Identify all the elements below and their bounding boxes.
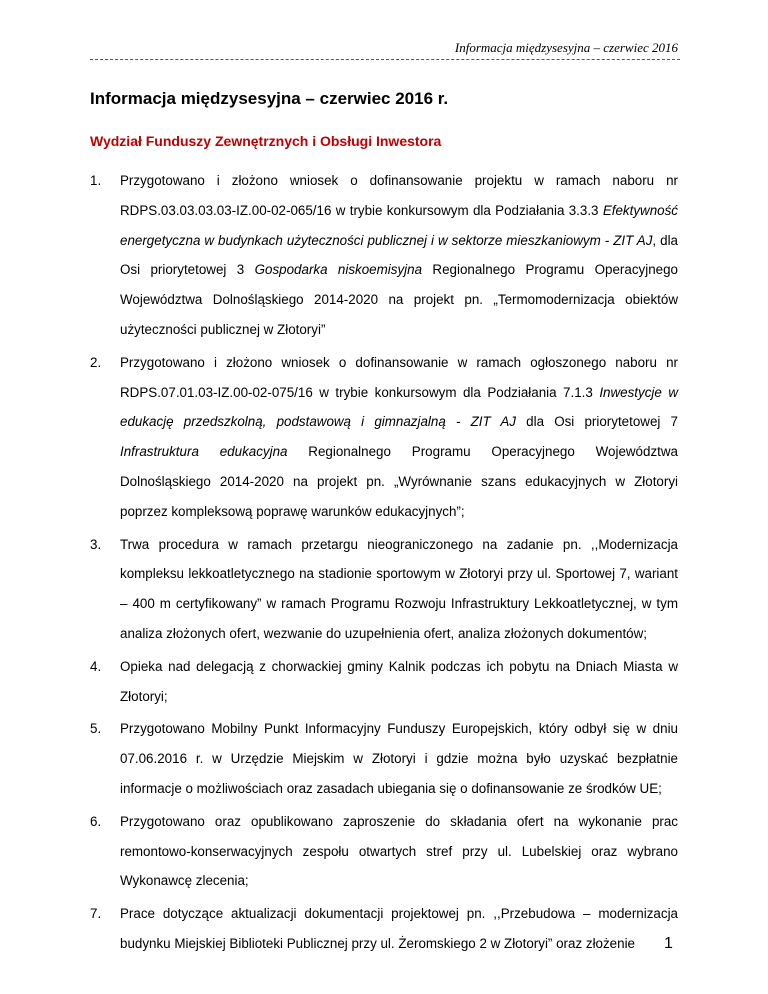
item-text: Trwa procedura w ramach przetargu nieograniczonego na zadanie pn. ,,Modernizacja kompleksu lekkoatletycznego na stadionie sportowym w Złotoryi przy ul. Sportowej 7, wariant – 400 m certyfikowany” w ramach Programu Rozwoju Infrastruktury Lekkoatletycznej, w tym analiza złożonych ofert, wezwanie do uzupełnienia ofert, analiza złożonych dokumentów; <box>120 536 678 641</box>
list-item <box>90 899 678 959</box>
header-divider <box>90 59 680 60</box>
item-text: Regionalnego Programu Operacyjnego Województwa Dolnośląskiego 2014-2020 na projekt pn. „Wyrównanie szans edukacyjnych w Złotoryi poprzez kompleksową poprawę warunków edukacyjnych”; <box>120 444 678 519</box>
list-item <box>90 807 678 896</box>
list-item <box>90 348 678 527</box>
item-text-italic: Gospodarka niskoemisyjna <box>254 262 423 278</box>
item-text: Przygotowano oraz opublikowano zaproszenie do składania ofert na wykonanie prac remontowo-konserwacyjnych zespołu otwartych stref przy ul. Lubelskiej oraz wybrano Wykonawcę zlecenia; <box>120 813 678 889</box>
item-number: 5. <box>90 721 102 737</box>
item-text: , dla Osi priorytetowej 3 <box>120 232 679 278</box>
activity-list <box>90 166 678 962</box>
item-number: 4. <box>90 658 102 674</box>
item-number: 6. <box>90 813 102 829</box>
item-number: 2. <box>90 354 102 370</box>
item-text: Przygotowano i złożono wniosek o dofinansowanie w ramach ogłoszonego naboru nr RDPS.07.01.03-IZ.00-02-075/16 w trybie konkursowym dla Podziałania 7.1.3 <box>120 354 678 400</box>
list-item <box>90 652 678 712</box>
item-text-italic: Inwestycje w edukację przedszkolną, podstawową i gimnazjalną - ZIT AJ <box>120 384 678 430</box>
item-number: 3. <box>90 536 102 552</box>
item-number: 7. <box>90 906 102 922</box>
page-number: 1 <box>664 935 673 952</box>
list-item <box>90 714 678 803</box>
document-title: Informacja międzysesyjna – czerwiec 2016 r. <box>90 89 449 108</box>
item-text: Przygotowano i złożono wniosek o dofinansowanie projektu w ramach naboru nr RDPS.03.03.03.03-IZ.00-02-065/16 w trybie konkursowym dla Podziałania 3.3.3 <box>120 173 678 218</box>
item-text-italic: Efektywność energetyczna w budynkach użyteczności publicznej i w sektorze mieszkaniowym - ZIT AJ <box>120 202 678 248</box>
list-item <box>90 530 678 649</box>
section-heading: Wydział Funduszy Zewnętrznych i Obsługi Inwestora <box>90 133 442 149</box>
item-text: Przygotowano Mobilny Punkt Informacyjny Funduszy Europejskich, który odbył się w dniu 07.06.2016 r. w Urzędzie Miejskim w Złotoryi i gdzie można było uzyskać bezpłatnie informacje o możliwościach oraz zasadach ubiegania się o dofinansowanie ze środków UE; <box>120 721 678 796</box>
list-item <box>90 166 678 345</box>
item-text: Opieka nad delegacją z chorwackiej gminy Kalnik podczas ich pobytu na Dniach Miasta w Złotoryi; <box>120 658 678 704</box>
item-number: 1. <box>90 173 102 188</box>
item-text: dla Osi priorytetowej 7 <box>515 414 678 430</box>
item-text-italic: Infrastruktura edukacyjna <box>120 444 288 460</box>
item-text: Prace dotyczące aktualizacji dokumentacji projektowej pn. ,,Przebudowa – modernizacja budynku Miejskiej Biblioteki Publicznej przy ul. Żeromskiego 2 w Złotoryi” oraz złożenie <box>120 906 678 951</box>
running-header: Informacja międzysesyjna – czerwiec 2016 <box>454 40 678 55</box>
item-text: Regionalnego Programu Operacyjnego Województwa Dolnośląskiego 2014-2020 na projekt pn. „Termomodernizacja obiektów użyteczności publicznej w Złotoryi” <box>120 262 678 337</box>
